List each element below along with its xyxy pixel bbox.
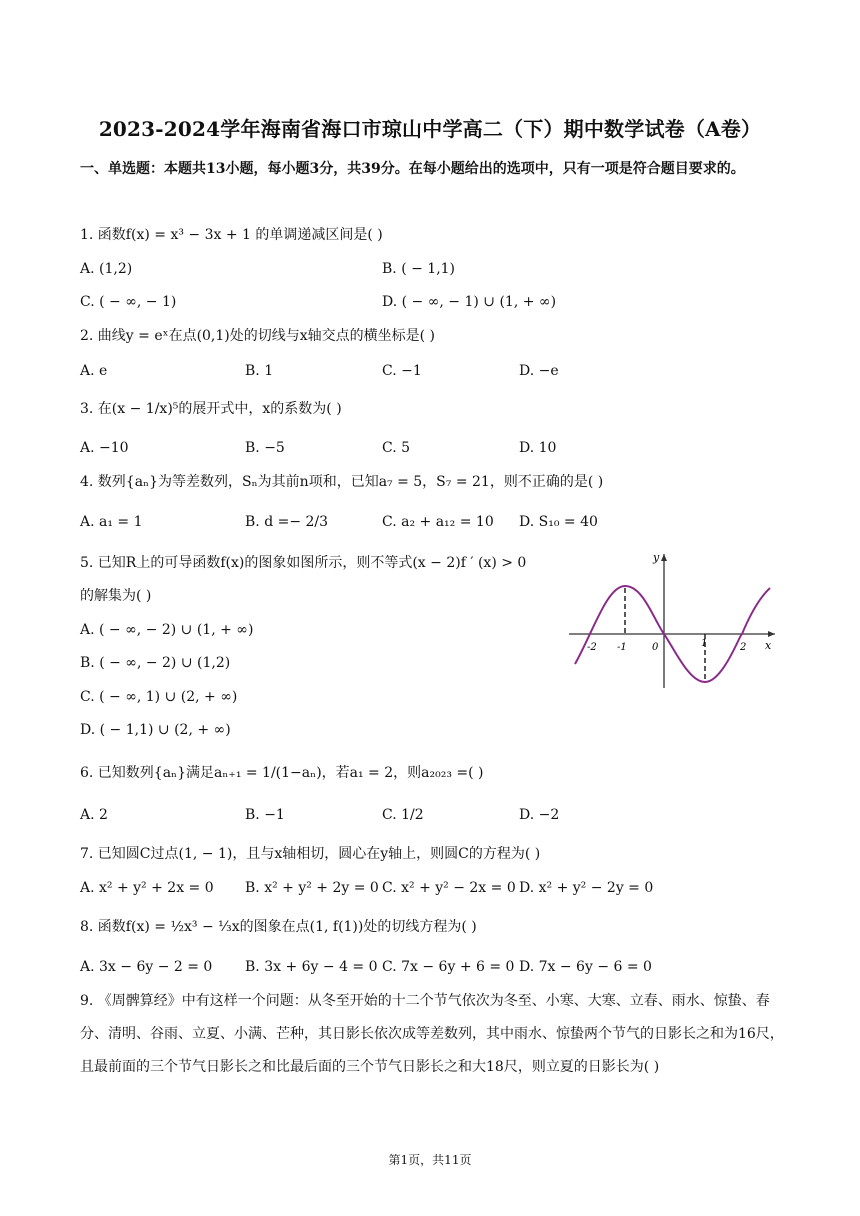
q3-option-c: C. 5	[382, 440, 411, 456]
question-7-stem: 7. 已知圆C过点(1, − 1)，且与x轴相切，圆心在y轴上，则圆C的方程为( )	[80, 846, 541, 862]
q6-option-c: C. 1/2	[382, 807, 424, 823]
tick-label: 0	[652, 642, 659, 653]
question-2-stem: 2. 曲线y = eˣ在点(0,1)处的切线与x轴交点的横坐标是( )	[80, 328, 436, 344]
q7-option-a: A. x² + y² + 2x = 0	[80, 880, 214, 896]
question-4-stem: 4. 数列{aₙ}为等差数列，Sₙ为其前n项和，已知a₇ = 5，S₇ = 21，则不正确的是( )	[80, 474, 604, 490]
tick-label: 1	[701, 638, 708, 649]
q1-option-d: D. ( − ∞, − 1) ∪ (1, + ∞)	[382, 294, 557, 310]
question-8-stem: 8. 函数f(x) = ½x³ − ⅓x的图象在点(1, f(1))处的切线方程为( )	[80, 919, 477, 935]
question-6-stem: 6. 已知数列{aₙ}满足aₙ₊₁ = 1/(1−aₙ)，若a₁ = 2，则a₂₀₂₃ =( )	[80, 765, 484, 781]
question-9-stem: 9. 《周髀算经》中有这样一个问题：从冬至开始的十二个节气依次为冬至、小寒、大寒、立春、雨水、惊蛰、春分、清明、谷雨、立夏、小满、芒种，其日影长依次成等差数列，其中雨水、惊蛰两个节气的日影长之和为16尺，且最前面的三个节气日影长之和比最后面的三个节气日影长之和大18尺，则立夏的日影长为( )	[80, 993, 784, 1075]
tick-label: -2	[587, 642, 597, 653]
q5-option-d: D. ( − 1,1) ∪ (2, + ∞)	[80, 722, 231, 738]
q5-option-c: C. ( − ∞, 1) ∪ (2, + ∞)	[80, 689, 238, 705]
q5-option-a: A. ( − ∞, − 2) ∪ (1, + ∞)	[80, 622, 254, 638]
question-5-stem-line2: 的解集为( )	[80, 588, 152, 604]
q7-option-d: D. x² + y² − 2y = 0	[519, 880, 654, 896]
q2-option-d: D. −e	[519, 363, 559, 379]
q2-option-c: C. −1	[382, 363, 422, 379]
question-1-stem: 1. 函数f(x) = x³ − 3x + 1 的单调递减区间是( )	[80, 227, 383, 243]
q4-option-a: A. a₁ = 1	[80, 514, 143, 530]
tick-label: -1	[617, 642, 627, 653]
q4-option-c: C. a₂ + a₁₂ = 10	[382, 514, 494, 530]
question-3-stem: 3. 在(x − 1/x)⁵的展开式中，x的系数为( )	[80, 401, 342, 417]
q7-option-c: C. x² + y² − 2x = 0	[382, 880, 516, 896]
q2-option-b: B. 1	[245, 363, 274, 379]
tick-label: 2	[740, 642, 747, 653]
q6-option-d: D. −2	[519, 807, 560, 823]
q8-option-a: A. 3x − 6y − 2 = 0	[80, 959, 213, 975]
q1-option-a: A. (1,2)	[80, 261, 133, 277]
q2-option-a: A. e	[80, 363, 108, 379]
q7-option-b: B. x² + y² + 2y = 0	[245, 880, 379, 896]
q3-option-a: A. −10	[80, 440, 129, 456]
q1-option-b: B. ( − 1,1)	[382, 261, 456, 277]
q3-option-b: B. −5	[245, 440, 285, 456]
page-title: 2023-2024学年海南省海口市琼山中学高二（下）期中数学试卷（A卷）	[98, 117, 762, 141]
x-axis-arrow	[768, 631, 775, 637]
q8-option-c: C. 7x − 6y + 6 = 0	[382, 959, 515, 975]
function-graph	[565, 548, 780, 693]
q8-option-d: D. 7x − 6y − 6 = 0	[519, 959, 652, 975]
page-footer: 第1页，共11页	[388, 1153, 472, 1167]
q1-option-c: C. ( − ∞, − 1)	[80, 294, 177, 310]
y-axis-arrow	[661, 554, 667, 561]
q4-option-d: D. S₁₀ = 40	[519, 514, 598, 530]
section-heading: 一、单选题：本题共13小题，每小题3分，共39分。在每小题给出的选项中，只有一项是符合题目要求的。	[80, 161, 745, 177]
q8-option-b: B. 3x + 6y − 4 = 0	[245, 959, 378, 975]
y-axis-label: y	[653, 551, 660, 564]
q6-option-b: B. −1	[245, 807, 285, 823]
q6-option-a: A. 2	[80, 807, 108, 823]
q4-option-b: B. d =− 2/3	[245, 514, 329, 530]
q5-option-b: B. ( − ∞, − 2) ∪ (1,2)	[80, 655, 231, 671]
q3-option-d: D. 10	[519, 440, 557, 456]
x-axis-label: x	[765, 639, 772, 652]
question-5-stem-line1: 5. 已知R上的可导函数f(x)的图象如图所示，则不等式(x − 2)f ′ (x) > 0	[80, 555, 527, 571]
